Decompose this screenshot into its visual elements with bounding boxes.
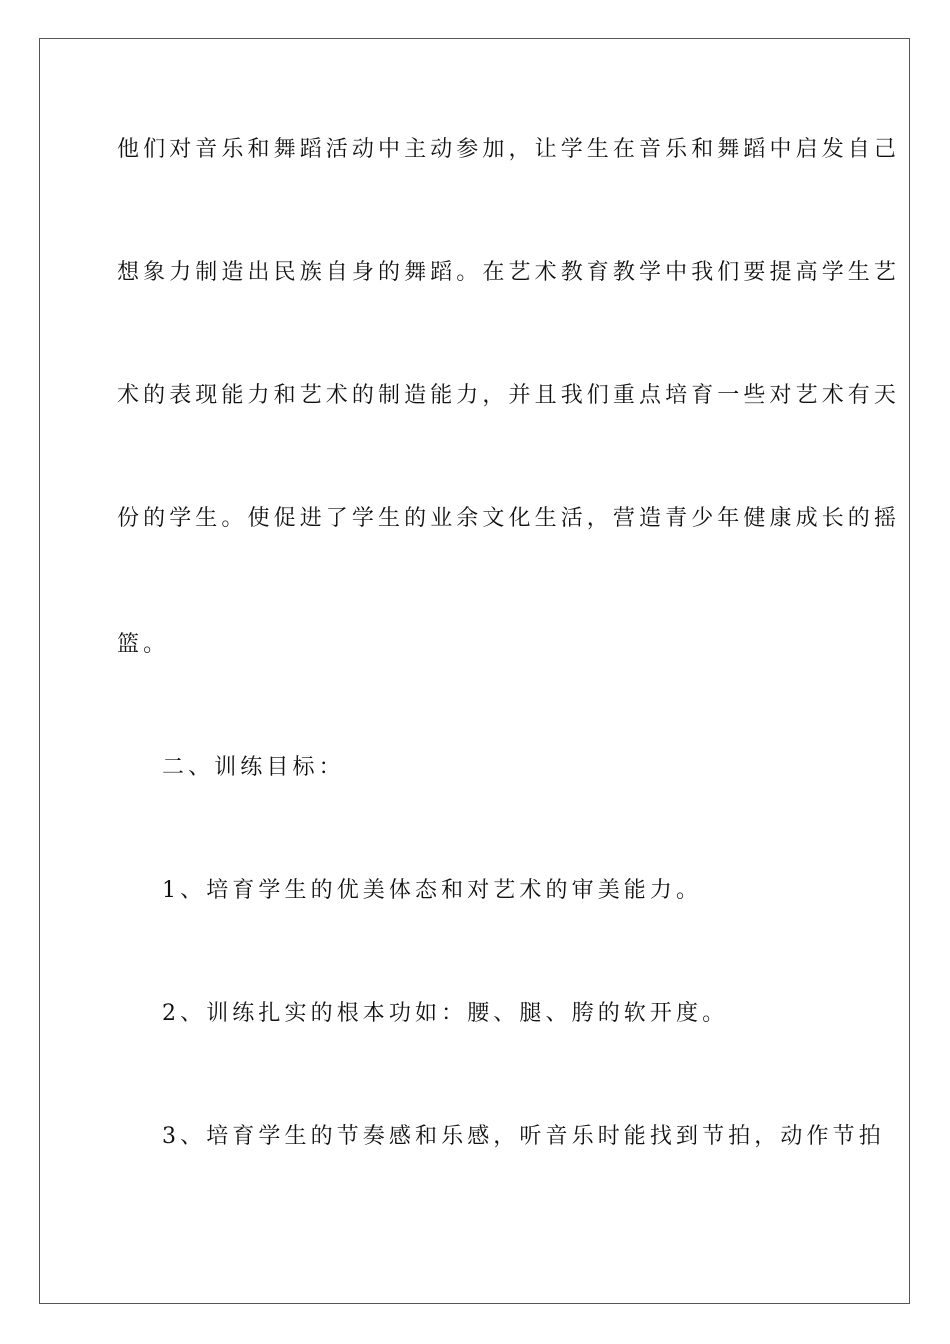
goal-item: 3、培育学生的节奏感和乐感，听音乐时能找到节拍，动作节拍: [162, 1124, 885, 1149]
paragraph-line: 术的表现能力和艺术的制造能力，并且我们重点培育一些对艺术有天: [117, 383, 901, 408]
paragraph-line: 他们对音乐和舞蹈活动中主动参加，让学生在音乐和舞蹈中启发自己: [117, 137, 901, 162]
section-heading: 二、训练目标：: [162, 755, 345, 780]
paragraph-line: 想象力制造出民族自身的舞蹈。在艺术教育教学中我们要提高学生艺: [117, 260, 901, 285]
page-frame: [39, 38, 910, 1304]
paragraph-line: 篮。: [117, 632, 170, 657]
goal-item: 1、培育学生的优美体态和对艺术的审美能力。: [162, 878, 703, 903]
paragraph-line: 份的学生。使促进了学生的业余文化生活，营造青少年健康成长的摇: [117, 506, 901, 531]
goal-item: 2、训练扎实的根本功如：腰、腿、胯的软开度。: [162, 1001, 729, 1026]
